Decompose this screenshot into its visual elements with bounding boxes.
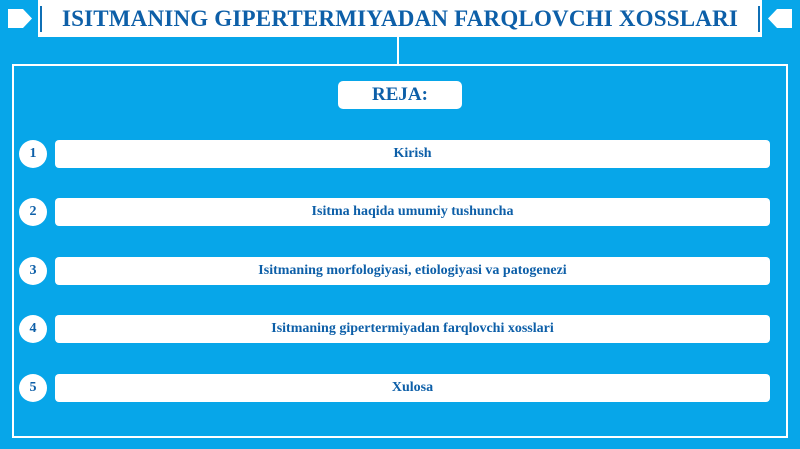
item-text: Kirish xyxy=(55,140,770,168)
item-number-badge: 4 xyxy=(19,315,47,343)
item-text: Isitma haqida umumiy tushuncha xyxy=(55,198,770,226)
item-number-badge: 3 xyxy=(19,257,47,285)
header-right-ornament xyxy=(760,0,800,37)
page-title: ISITMANING GIPERTERMIYADAN FARQLOVCHI XOSSLARI xyxy=(61,6,739,31)
connector-line xyxy=(397,37,399,65)
item-number-badge: 1 xyxy=(19,140,47,168)
item-text: Xulosa xyxy=(55,374,770,402)
plan-item-5 xyxy=(19,374,770,402)
plan-heading: REJA: xyxy=(338,81,462,109)
arrow-left-icon xyxy=(768,9,792,28)
plan-item-2 xyxy=(19,198,770,226)
plan-item-3 xyxy=(19,257,770,285)
plan-item-1 xyxy=(19,140,770,168)
arrow-right-icon xyxy=(8,9,32,28)
plan-item-4 xyxy=(19,315,770,343)
header-left-ornament xyxy=(0,0,40,37)
header-bar xyxy=(0,0,800,37)
item-number-badge: 5 xyxy=(19,374,47,402)
header-divider-left xyxy=(40,6,42,32)
item-text: Isitmaning gipertermiyadan farqlovchi xosslari xyxy=(55,315,770,343)
item-number-badge: 2 xyxy=(19,198,47,226)
item-text: Isitmaning morfologiyasi, etiologiyasi va patogenezi xyxy=(55,257,770,285)
